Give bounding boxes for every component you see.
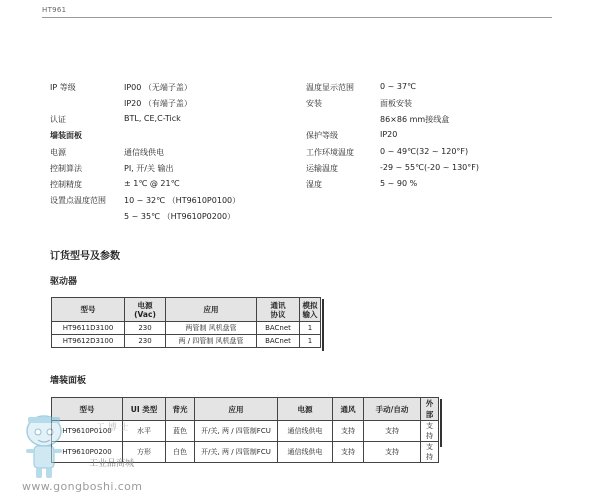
table-row bbox=[52, 335, 321, 348]
panels-header-ui-type: UI 类型 bbox=[123, 398, 166, 421]
spec-value-transport-temp: -29 ~ 55℃(-20 ~ 130°F) bbox=[380, 163, 479, 172]
drivers-header-protocol-line2: 协议 bbox=[270, 309, 286, 319]
spec-value-setpoint-2: 5 ~ 35℃ （HT9610P0200） bbox=[124, 212, 236, 221]
watermark-mascot-icon bbox=[14, 405, 76, 487]
panels-cell-power: 通信线供电 bbox=[278, 442, 333, 463]
spec-label-accuracy: 控制精度 bbox=[50, 180, 82, 189]
spec-value-operating-temp: 0 ~ 49℃(32 ~ 120°F) bbox=[380, 147, 469, 156]
panels-header-external: 外部 bbox=[421, 398, 439, 421]
drivers-cell-model: HT9611D3100 bbox=[52, 322, 125, 335]
panels-cell-ventilation: 支持 bbox=[333, 421, 364, 442]
ordering-title: 订货型号及参数 bbox=[50, 251, 120, 262]
drivers-cell-model: HT9612D3100 bbox=[52, 335, 125, 348]
panels-cell-ventilation: 支持 bbox=[333, 442, 364, 463]
panels-cell-external: 支持 bbox=[421, 442, 439, 463]
drivers-table bbox=[51, 297, 321, 348]
drivers-header-power-line1: 电源 bbox=[137, 300, 153, 310]
watermark-url: www.gongboshi.com bbox=[22, 480, 143, 493]
panels-cell-manual-auto: 支持 bbox=[364, 442, 421, 463]
watermark-brand-text: 工 博 士 bbox=[96, 423, 129, 433]
drivers-header-analog-line1: 模拟 bbox=[302, 300, 318, 310]
drivers-cell-analog: 1 bbox=[300, 335, 321, 348]
drivers-header-protocol bbox=[257, 298, 300, 322]
panels-cell-backlight: 蓝色 bbox=[166, 421, 195, 442]
spec-value-display-range: 0 ~ 37℃ bbox=[380, 82, 417, 91]
panels-cell-power: 通信线供电 bbox=[278, 421, 333, 442]
panels-cell-ui-type: 水平 bbox=[123, 421, 166, 442]
spec-section-wall-panel: 墙装面板 bbox=[50, 131, 82, 140]
panels-cell-manual-auto: 支持 bbox=[364, 421, 421, 442]
table-row bbox=[52, 322, 321, 335]
spec-value-power: 通信线供电 bbox=[124, 148, 164, 157]
drivers-header-protocol-line1: 通讯 bbox=[270, 300, 286, 310]
panels-title: 墙装面板 bbox=[50, 376, 87, 386]
panels-cell-ui-type: 方形 bbox=[123, 442, 166, 463]
spec-value-ip-2: IP20 （有端子盖） bbox=[124, 99, 192, 108]
spec-value-humidity: 5 ~ 90 % bbox=[380, 179, 418, 188]
spec-value-protection: IP20 bbox=[380, 130, 398, 139]
document-header-model: HT961 bbox=[42, 6, 67, 14]
spec-value-algorithm: PI, 开/关 输出 bbox=[124, 164, 174, 173]
header-divider bbox=[42, 17, 552, 18]
panels-cell-application: 开/关, 两 / 四管制FCU bbox=[195, 421, 278, 442]
panels-header-manual-auto: 手动/自动 bbox=[364, 398, 421, 421]
spec-label-algorithm: 控制算法 bbox=[50, 164, 82, 173]
panels-header-application: 应用 bbox=[195, 398, 278, 421]
panels-table-shadow bbox=[440, 399, 442, 447]
watermark-label: 工业品商城 bbox=[89, 459, 135, 469]
drivers-title: 驱动器 bbox=[50, 277, 78, 287]
spec-label-cert: 认证 bbox=[50, 115, 66, 124]
spec-value-mounting-2: 86×86 mm接线盒 bbox=[380, 115, 450, 124]
drivers-header-analog bbox=[300, 298, 321, 322]
spec-label-display-range: 温度显示范围 bbox=[306, 83, 354, 92]
drivers-header-application: 应用 bbox=[166, 298, 257, 322]
panels-header-power: 电源 bbox=[278, 398, 333, 421]
spec-label-protection: 保护等级 bbox=[306, 131, 338, 140]
spec-label-setpoint: 设置点温度范围 bbox=[50, 196, 106, 205]
drivers-table-shadow bbox=[322, 299, 324, 351]
panels-cell-backlight: 白色 bbox=[166, 442, 195, 463]
spec-value-cert: BTL, CE,C-Tick bbox=[124, 114, 181, 123]
drivers-cell-application: 两管制 风机盘管 bbox=[166, 322, 257, 335]
spec-label-operating-temp: 工作环境温度 bbox=[306, 148, 354, 157]
panels-header-model: 型号 bbox=[52, 398, 123, 421]
panels-cell-model: HT9610P0100 bbox=[52, 421, 123, 442]
drivers-header-power bbox=[125, 298, 166, 322]
drivers-cell-protocol: BACnet bbox=[257, 335, 300, 348]
drivers-header-analog-line2: 输入 bbox=[302, 309, 318, 319]
panels-header-backlight: 背光 bbox=[166, 398, 195, 421]
spec-label-power: 电源 bbox=[50, 148, 66, 157]
spec-value-mounting: 面板安装 bbox=[380, 99, 412, 108]
spec-label-ip: IP 等级 bbox=[50, 83, 76, 92]
panels-cell-application: 开/关, 两 / 四管制FCU bbox=[195, 442, 278, 463]
panels-cell-external: 支持 bbox=[421, 421, 439, 442]
spec-label-transport-temp: 运输温度 bbox=[306, 164, 338, 173]
drivers-cell-protocol: BACnet bbox=[257, 322, 300, 335]
drivers-header-model: 型号 bbox=[52, 298, 125, 322]
drivers-cell-analog: 1 bbox=[300, 322, 321, 335]
spec-value-accuracy: ± 1℃ @ 21℃ bbox=[124, 179, 180, 188]
spec-label-mounting: 安装 bbox=[306, 99, 322, 108]
panels-header-row bbox=[52, 398, 439, 421]
panels-cell-model: HT9610P0200 bbox=[52, 442, 123, 463]
drivers-header-power-line2: (Vac) bbox=[134, 309, 156, 319]
spec-label-humidity: 湿度 bbox=[306, 180, 322, 189]
drivers-cell-power: 230 bbox=[125, 335, 166, 348]
spec-value-ip: IP00 （无端子盖） bbox=[124, 83, 192, 92]
drivers-cell-application: 两 / 四管制 风机盘管 bbox=[166, 335, 257, 348]
drivers-cell-power: 230 bbox=[125, 322, 166, 335]
panels-header-ventilation: 通风 bbox=[333, 398, 364, 421]
spec-value-setpoint: 10 ~ 32℃ （HT9610P0100） bbox=[124, 196, 241, 205]
drivers-header-row bbox=[52, 298, 321, 322]
